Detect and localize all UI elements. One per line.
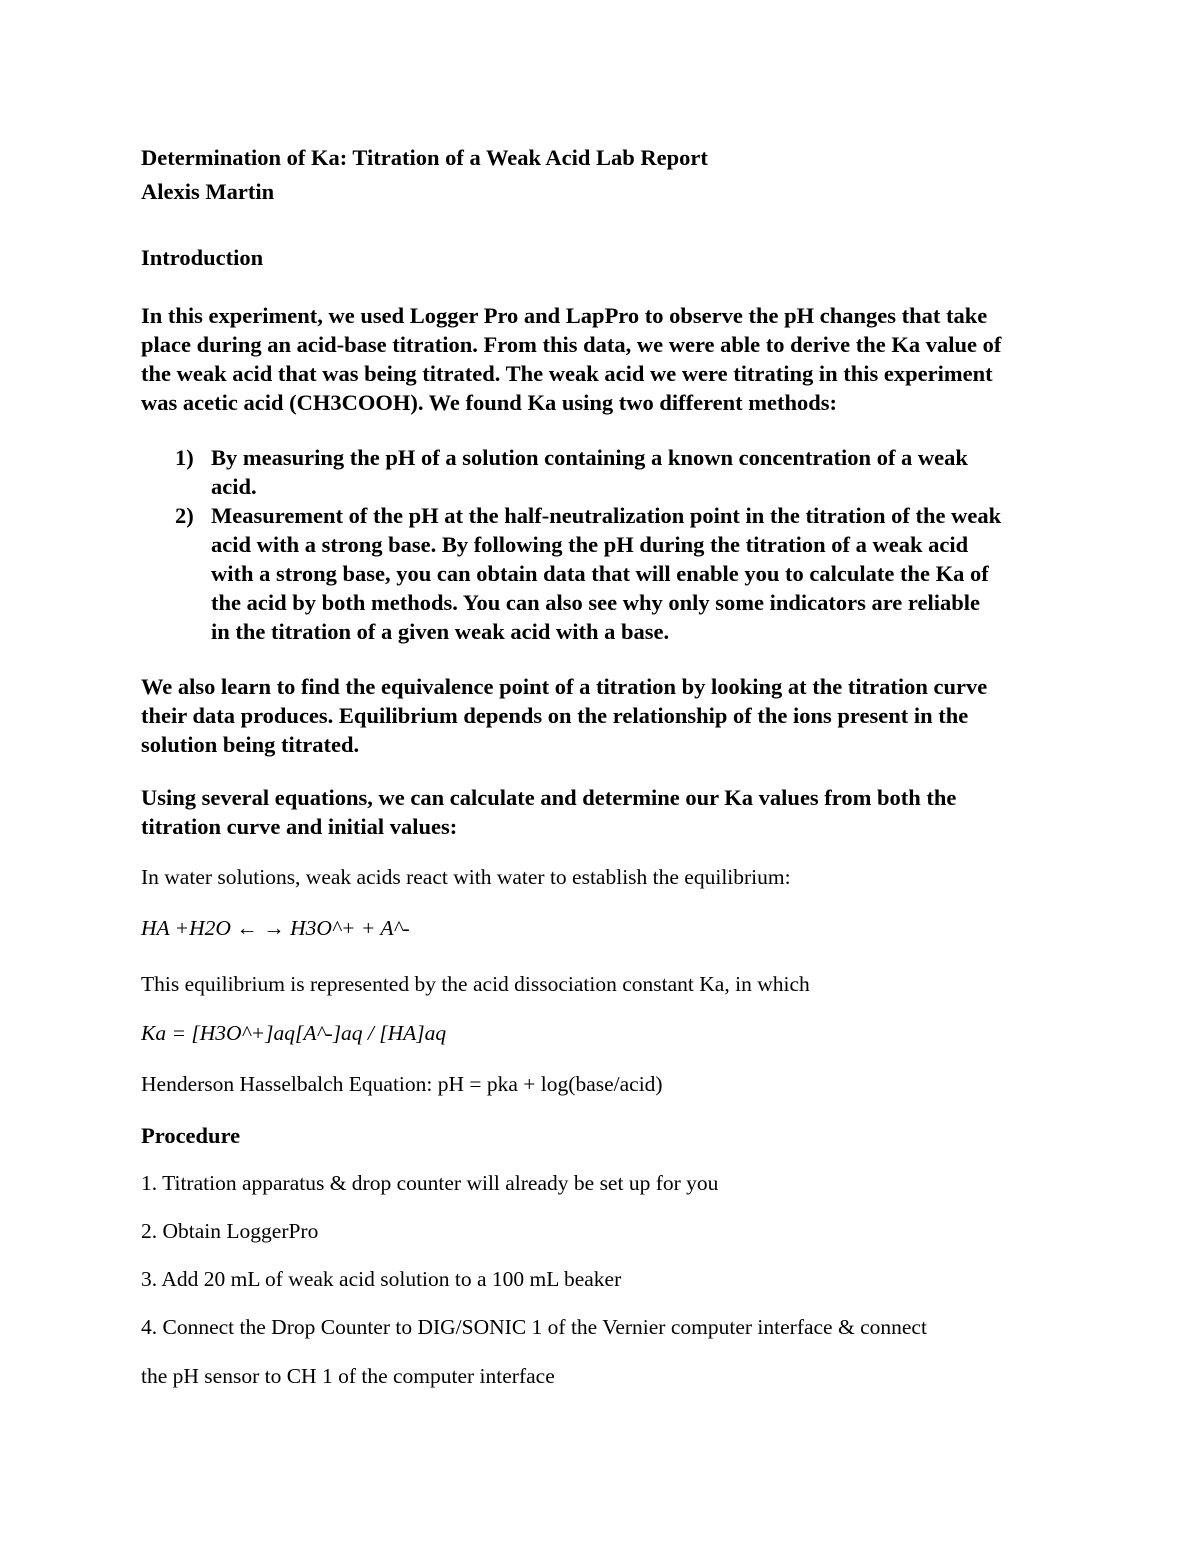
procedure-step: 4. Connect the Drop Counter to DIG/SONIC 1 of the Vernier computer interface & connect [141,1315,927,1339]
paragraph-line: their data produces. Equilibrium depends on the relationship of the ions present in the [141,703,969,728]
paragraph-line: solution being titrated. [141,732,360,757]
list-line: acid with a strong base. By following the pH during the titration of a weak acid [211,532,969,557]
list-line: in the titration of a given weak acid with a base. [211,619,670,644]
procedure-step: 3. Add 20 mL of weak acid solution to a 100 mL beaker [141,1267,622,1291]
ka-equation: Ka = [H3O^+]aq[A^-]aq / [HA]aq [141,1021,447,1045]
procedure-step-continued: the pH sensor to CH 1 of the computer interface [141,1364,555,1388]
paragraph-line: place during an acid-base titration. From this data, we were able to derive the Ka value of [141,332,1002,357]
paragraph-line: titration curve and initial values: [141,814,458,839]
introduction-heading: Introduction [141,245,264,270]
procedure-step: 1. Titration apparatus & drop counter will already be set up for you [141,1171,719,1195]
list-number: 1) [175,445,194,470]
list-line: By measuring the pH of a solution containing a known concentration of a weak [211,445,968,470]
procedure-heading: Procedure [141,1123,241,1148]
list-number: 2) [175,503,194,528]
equilibrium-description: This equilibrium is represented by the acid dissociation constant Ka, in which [141,972,810,996]
author-name: Alexis Martin [141,179,275,204]
list-line: the acid by both methods. You can also see why only some indicators are reliable [211,590,980,615]
paragraph-line: was acetic acid (CH3COOH). We found Ka using two different methods: [141,390,838,415]
paragraph-line: Using several equations, we can calculate and determine our Ka values from both the [141,785,957,810]
list-text [211,443,968,501]
report-title: Determination of Ka: Titration of a Weak Acid Lab Report [141,145,708,170]
water-solutions-text: In water solutions, weak acids react with water to establish the equilibrium: [141,865,791,889]
paragraph-line: the weak acid that was being titrated. The weak acid we were titrating in this experiment [141,361,993,386]
henderson-equation: Henderson Hasselbalch Equation: pH = pka + log(base/acid) [141,1072,663,1096]
equations-intro-paragraph [141,783,956,841]
equivalence-paragraph [141,672,987,759]
list-line: Measurement of the pH at the half-neutralization point in the titration of the weak [211,503,1002,528]
list-line: acid. [211,474,257,499]
procedure-step: 2. Obtain LoggerPro [141,1219,319,1243]
list-text [211,501,1001,646]
paragraph-line: In this experiment, we used Logger Pro and LapPro to observe the pH changes that take [141,303,988,328]
equilibrium-equation: HA +H2O ← → H3O^+ + A^- [141,916,410,940]
paragraph-line: We also learn to find the equivalence point of a titration by looking at the titration curve [141,674,988,699]
intro-paragraph [141,301,1001,417]
list-line: with a strong base, you can obtain data that will enable you to calculate the Ka of [211,561,989,586]
